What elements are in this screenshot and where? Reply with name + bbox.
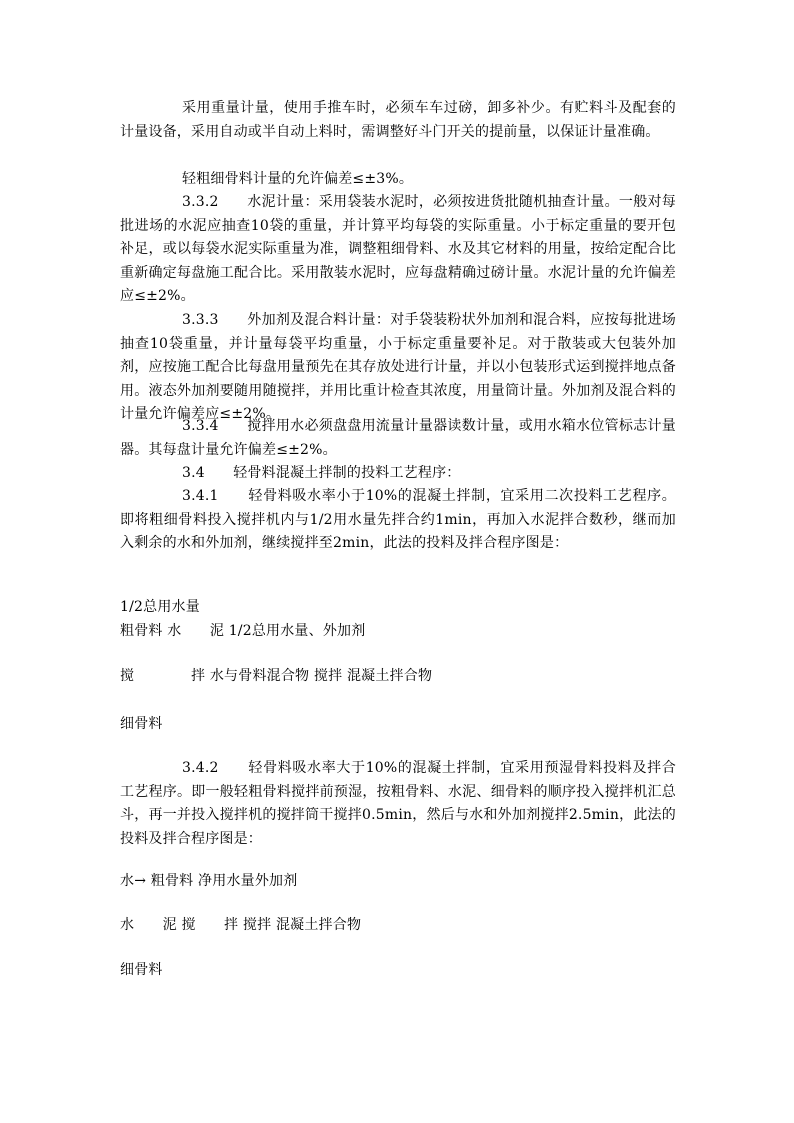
paragraph-3-3-2: 3.3.2 水泥计量：采用袋装水泥时，必须按进货批随机抽查计量。一般对每批进场的水泥应抽查10袋的重量，并计算平均每袋的实际重量。小于标定重量的要开包补足，或以每袋水泥实际重量为准，调整粗细骨料、水及其它材料的用量，按给定配合比重新确定每盘施工配合比。采用散装水泥时，应每盘精确过磅计量。水泥计量的允许偏差应≤±2%。	[120, 194, 676, 305]
section-heading-3-4: 3.4 轻骨料混凝土拌制的投料工艺程序：	[182, 465, 461, 481]
diagram1-line-2: 粗骨料 水 泥 1/2总用水量、外加剂	[120, 623, 366, 639]
paragraph-3-3-3: 3.3.3 外加剂及混合料计量：对手袋装粉状外加剂和混合料，应按每批进场抽查10袋重量，并计量每袋平均重量，小于标定重量要补足。对于散装或大包装外加剂，应按施工配合比每盘用量预先在其存放处进行计量，并以小包装形式运到搅拌地点备用。液态外加剂要随用随搅拌，并用比重计检查其浓度，用量筒计量。外加剂及混合料的计量允许偏差应≤±2%。	[120, 312, 676, 423]
paragraph-weight-metering: 采用重量计量，使用手推车时，必须车车过磅，卸多补少。有贮料斗及配套的计量设备，采用自动或半自动上料时，需调整好斗门开关的提前量，以保证计量准确。	[120, 100, 676, 140]
diagram2-line-1: 水→ 粗骨料 净用水量外加剂	[120, 873, 298, 889]
diagram1-line-4: 细骨料	[120, 716, 163, 732]
paragraph-3-4-1: 3.4.1 轻骨料吸水率小于10%的混凝土拌制，宜采用二次投料工艺程序。即将粗细骨料投入搅拌机内与1/2用水量先拌合约1min，再加入水泥拌合数秒，继而加入剩余的水和外加剂，继续搅拌至2min，此法的投料及拌合程序图是：	[120, 488, 676, 552]
diagram2-line-2: 水 泥 搅 拌 搅拌 混凝土拌合物	[120, 917, 362, 933]
diagram2-line-3: 细骨料	[120, 962, 163, 978]
diagram1-line-1: 1/2总用水量	[120, 599, 200, 615]
paragraph-aggregate-tolerance: 轻粗细骨料计量的允许偏差≤±3%。	[182, 171, 414, 187]
paragraph-3-3-4: 3.3.4 搅拌用水必须盘盘用流量计量器读数计量，或用水箱水位管标志计量器。其每盘计量允许偏差≤±2%。	[120, 418, 676, 458]
diagram1-line-3: 搅 拌 水与骨料混合物 搅拌 混凝土拌合物	[120, 668, 433, 684]
paragraph-3-4-2: 3.4.2 轻骨料吸水率大于10%的混凝土拌制，宜采用预湿骨料投料及拌合工艺程序。即一般轻粗骨料搅拌前预湿，按粗骨料、水泥、细骨料的顺序投入搅拌机汇总斗，再一并投入搅拌机的搅拌筒干搅拌0.5min，然后与水和外加剂搅拌2.5min，此法的投料及拌合程序图是：	[120, 760, 676, 847]
